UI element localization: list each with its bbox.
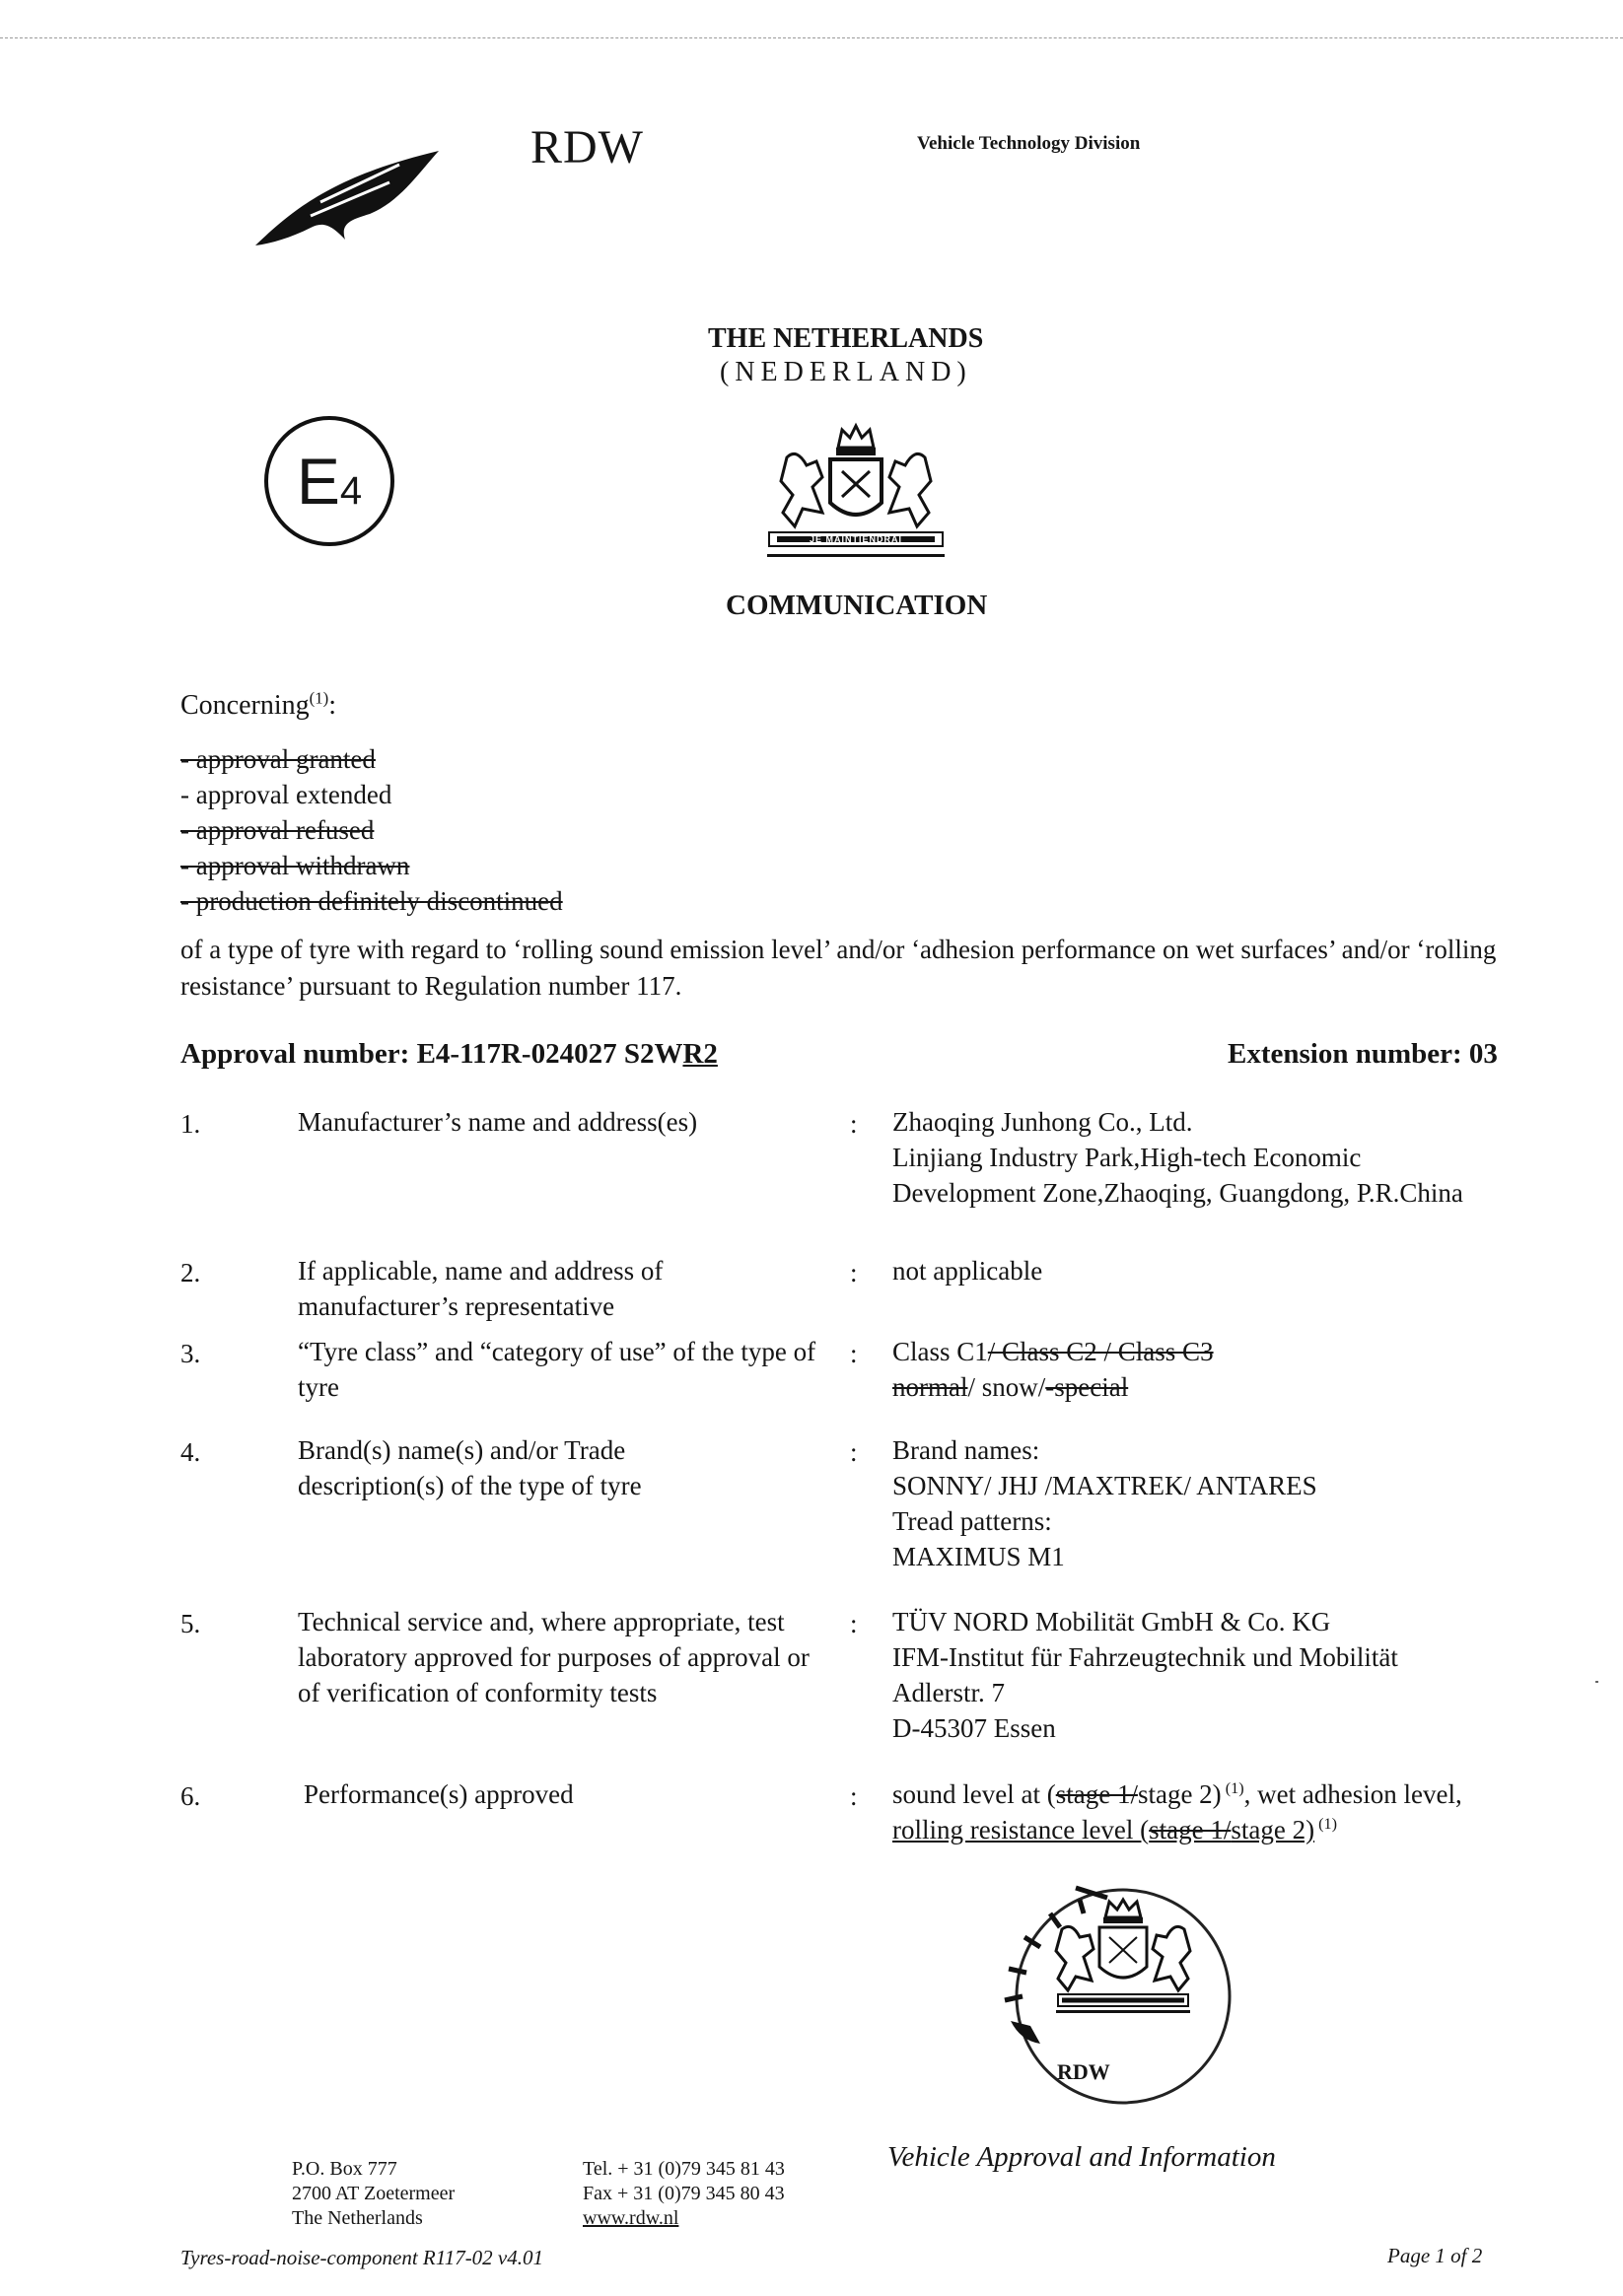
stamp-text: RDW: [1057, 2059, 1110, 2084]
division-name: Vehicle Technology Division: [917, 133, 1141, 154]
colon: :: [850, 1339, 858, 1368]
colon: :: [850, 1609, 858, 1638]
colon: :: [850, 1437, 858, 1467]
org-name: RDW: [530, 121, 644, 174]
document-title: COMMUNICATION: [726, 590, 988, 621]
purpose-statement: of a type of tyre with regard to ‘rolling sound emission level’ and/or ‘adhesion performance on wet surfaces’ and/or ‘rolling resistance’ pursuant to Regulation number 117.: [180, 935, 1497, 1001]
concerning-label: Concerning$^{(1)}$:: [180, 688, 336, 721]
scan-speck: [1595, 1681, 1598, 1683]
item-label: Performance(s) approved: [304, 1779, 574, 1809]
rdw-logo-icon: [251, 143, 449, 251]
footer-department: Vehicle Approval and Information: [887, 2141, 1276, 2173]
item-number: 1.: [180, 1109, 201, 1139]
colon: :: [850, 1109, 858, 1139]
item-value: Zhaoqing Junhong Co., Ltd. Linjiang Industry Park,High-tech Economic Development Zone,Zhaoqing, Guangdong, P.R.China: [892, 1107, 1463, 1208]
item-number: 6.: [180, 1781, 201, 1811]
official-stamp-icon: [1001, 1878, 1237, 2115]
colon: :: [850, 1781, 858, 1811]
crest-motto: JE MAINTIENDRAI: [809, 534, 902, 544]
option-approval-extended: - approval extended: [180, 780, 392, 809]
item-label: “Tyre class” and “category of use” of the type of tyre: [298, 1337, 816, 1402]
footer-contact: Tel. + 31 (0)79 345 81 43 Fax + 31 (0)79 345 80 43 www.rdw.nl: [583, 2158, 785, 2229]
option-approval-granted: - approval granted: [180, 744, 376, 774]
concerning-options: [180, 741, 563, 919]
option-production-discontinued: - production definitely discontinued: [180, 886, 563, 916]
country-local-name: (NEDERLAND): [720, 357, 972, 387]
footer-address: P.O. Box 777 2700 AT Zoetermeer The Netherlands: [292, 2158, 456, 2229]
page-number: Page 1 of 2: [1387, 2244, 1483, 2267]
country-name: THE NETHERLANDS: [708, 323, 984, 354]
item-label: Brand(s) name(s) and/or Trade description(s) of the type of tyre: [298, 1435, 642, 1500]
item-label: Technical service and, where appropriate, test laboratory approved for purposes of approval or of verification of conformity tests: [298, 1607, 810, 1707]
item-label: Manufacturer’s name and address(es): [298, 1107, 698, 1137]
approval-mark-e4: E4: [264, 416, 394, 546]
item-value: not applicable: [892, 1256, 1043, 1286]
item-value: TÜV NORD Mobilität GmbH & Co. KG IFM-Institut für Fahrzeugtechnik und Mobilität Adlerstr. 7 D-45307 Essen: [892, 1607, 1398, 1743]
extension-number: Extension number: 03: [1228, 1038, 1498, 1070]
scan-edge-line: [0, 37, 1623, 38]
item-value: Brand names: SONNY/ JHJ /MAXTREK/ ANTARES Tread patterns: MAXIMUS M1: [892, 1435, 1317, 1571]
item-number: 5.: [180, 1609, 201, 1638]
colon: :: [850, 1258, 858, 1287]
option-approval-refused: - approval refused: [180, 815, 375, 845]
item-number: 3.: [180, 1339, 201, 1368]
form-identifier: Tyres-road-noise-component R117-02 v4.01: [180, 2246, 544, 2269]
option-approval-withdrawn: - approval withdrawn: [180, 851, 410, 880]
item-number: 2.: [180, 1258, 201, 1287]
website-link[interactable]: www.rdw.nl: [583, 2207, 679, 2229]
item-number: 4.: [180, 1437, 201, 1467]
item-label: If applicable, name and address of manufacturer’s representative: [298, 1256, 664, 1321]
item-value: Class C1/ Class C2 / Class C3 normal/ snow/-special: [892, 1337, 1214, 1402]
item-value: sound level at (stage 1/stage 2) $^{(1)}$, wet adhesion level, rolling resistance level (stage 1/stage 2) $^{(1)}$: [892, 1779, 1462, 1844]
national-crest-icon: [767, 418, 945, 568]
approval-number: Approval number: E4-117R-024027 S2WR2: [180, 1038, 718, 1070]
